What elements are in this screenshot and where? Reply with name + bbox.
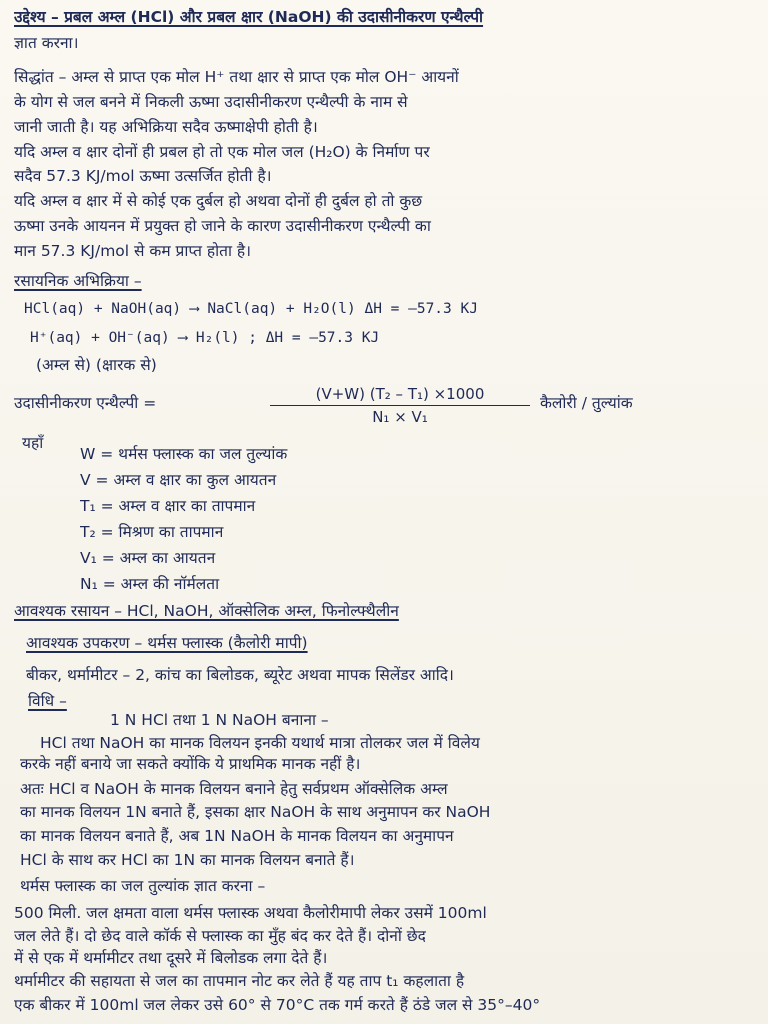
enthalpy-formula-unit: कैलोरी / तुल्यांक [540, 394, 633, 412]
where-label: यहाँ [22, 434, 44, 452]
formula-denominator: N₁ × V₁ [372, 408, 428, 426]
enthalpy-formula-fraction [270, 385, 530, 426]
symbol-t2: T₂ = मिश्रण का तापमान [80, 523, 224, 541]
aim-line-1: उद्देश्य – प्रबल अम्ल (HCl) और प्रबल क्षार (NaOH) की उदासीनीकरण एन्थैल्पी [14, 8, 484, 26]
formula-numerator: (V+W) (T₂ – T₁) ×1000 [270, 385, 530, 406]
method-subheading: 1 N HCl तथा 1 N NaOH बनाना – [110, 711, 329, 729]
symbol-v: V = अम्ल व क्षार का कुल आयतन [80, 471, 277, 489]
reaction-heading: रसायनिक अभिक्रिया – [14, 272, 142, 290]
method-line-6: HCl के साथ कर HCl का 1N का मानक विलयन बनाते हैं। [20, 851, 355, 869]
water-equivalent-line-4: थर्मामीटर की सहायता से जल का तापमान नोट कर लेते हैं यह ताप t₁ कहलाता है [14, 972, 465, 990]
method-heading: विधि – [28, 692, 67, 710]
water-equivalent-line-2: जल लेते हैं। दो छेद वाले कॉर्क से फ्लास्क का मुँह बंद कर देते हैं। दोनों छेद [14, 927, 426, 945]
principle-line-6: यदि अम्ल व क्षार में से कोई एक दुर्बल हो अथवा दोनों ही दुर्बल हो तो कुछ [14, 192, 423, 210]
reaction-equation-labels: (अम्ल से) (क्षारक से) [36, 356, 157, 374]
reaction-equation-2: H⁺(aq) + OH⁻(aq) ⟶ H₂(l) ; ΔH = –57.3 KJ [30, 330, 380, 346]
method-line-2: करके नहीं बनाये जा सकते क्योंकि ये प्राथमिक मानक नहीं है। [20, 755, 361, 773]
reaction-equation-1: HCl(aq) + NaOH(aq) ⟶ NaCl(aq) + H₂O(l) ΔH = –57.3 KJ [24, 301, 478, 317]
method-line-1: HCl तथा NaOH का मानक विलयन इनकी यथार्थ मात्रा तोलकर जल में विलेय [40, 734, 480, 752]
principle-line-1: सिद्धांत – अम्ल से प्राप्त एक मोल H⁺ तथा क्षार से प्राप्त एक मोल OH⁻ आयनों [14, 68, 459, 86]
principle-line-2: के योग से जल बनने में निकली ऊष्मा उदासीनीकरण एन्थैल्पी के नाम से [14, 93, 408, 111]
principle-line-4: यदि अम्ल व क्षार दोनों ही प्रबल हो तो एक मोल जल (H₂O) के निर्माण पर [14, 143, 430, 161]
principle-line-7: ऊष्मा उनके आयनन में प्रयुक्त हो जाने के कारण उदासीनीकरण एन्थैल्पी का [14, 217, 431, 235]
enthalpy-formula-label: उदासीनीकरण एन्थैल्पी = [14, 394, 157, 412]
method-line-3: अतः HCl व NaOH के मानक विलयन बनाने हेतु सर्वप्रथम ऑक्सेलिक अम्ल [20, 780, 448, 798]
method-line-5: का मानक विलयन बनाते हैं, अब 1N NaOH के मानक विलयन का अनुमापन [20, 827, 454, 845]
water-equivalent-line-5: एक बीकर में 100ml जल लेकर उसे 60° से 70°C तक गर्म करते हैं ठंडे जल से 35°–40° [14, 996, 541, 1014]
water-equivalent-heading: थर्मस फ्लास्क का जल तुल्यांक ज्ञात करना – [20, 877, 266, 895]
water-equivalent-line-1: 500 मिली. जल क्षमता वाला थर्मस फ्लास्क अथवा कैलोरीमापी लेकर उसमें 100ml [14, 904, 487, 922]
aim-line-2: ज्ञात करना। [14, 34, 79, 52]
apparatus-list: बीकर, थर्मामीटर – 2, कांच का बिलोडक, ब्यूरेट अथवा मापक सिलेंडर आदि। [26, 666, 454, 684]
principle-line-3: जानी जाती है। यह अभिक्रिया सदैव ऊष्माक्षेपी होती है। [14, 118, 318, 136]
symbol-v1: V₁ = अम्ल का आयतन [80, 549, 216, 567]
apparatus-line: आवश्यक उपकरण – थर्मस फ्लास्क (कैलोरी मापी) [26, 634, 308, 652]
principle-line-5: सदैव 57.3 KJ/mol ऊष्मा उत्सर्जित होती है। [14, 167, 272, 185]
water-equivalent-line-3: में से एक में थर्मामीटर तथा दूसरे में बिलोडक लगा देते हैं। [14, 949, 328, 967]
principle-line-8: मान 57.3 KJ/mol से कम प्राप्त होता है। [14, 242, 252, 260]
symbol-w: W = थर्मस फ्लास्क का जल तुल्यांक [80, 445, 288, 463]
chemicals-line: आवश्यक रसायन – HCl, NaOH, ऑक्सेलिक अम्ल, फिनोल्फ्थैलीन [14, 602, 399, 620]
symbol-t1: T₁ = अम्ल व क्षार का तापमान [80, 497, 256, 515]
symbol-n1: N₁ = अम्ल की नॉर्मलता [80, 575, 220, 593]
method-line-4: का मानक विलयन 1N बनाते हैं, इसका क्षार NaOH के साथ अनुमापन कर NaOH [20, 803, 491, 821]
